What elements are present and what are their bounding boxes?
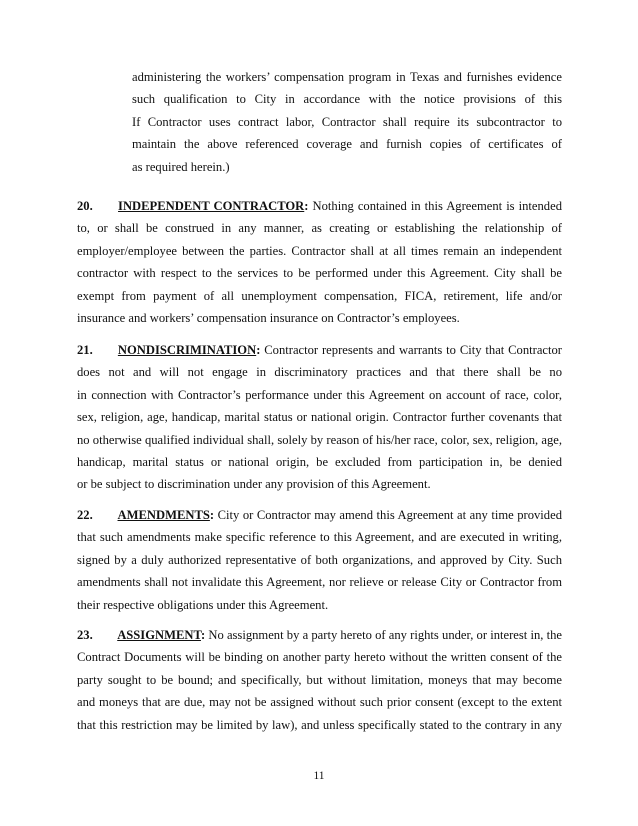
text-line: sex, religion, age, handicap, marital status or national origin. Contractor further covenants that [77, 410, 562, 425]
text-line: their respective obligations under this Agreement. [77, 597, 329, 612]
text-line: party sought to be bound; and specifically, but without limitation, moneys that may become [77, 672, 562, 687]
text-line: no otherwise qualified individual shall, solely by reason of his/her race, color, sex, religion, age, [77, 432, 562, 447]
section-number: 22. [77, 508, 93, 522]
section-first-line: 20. INDEPENDENT CONTRACTOR: Nothing contained in this Agreement is intended [77, 195, 562, 217]
text-line: employer/employee between the parties. Contractor shall at all times remain an independent [77, 243, 562, 258]
text-line: administering the workers’ compensation program in Texas and furnishes evidence [132, 70, 562, 84]
section-first-line: 23. ASSIGNMENT: No assignment by a party hereto of any rights under, or interest in, the [77, 624, 562, 646]
text-line: such qualification to City in accordance with the notice provisions of this [132, 92, 562, 107]
text-line: Contractor represents and warrants to City that Contractor [264, 343, 562, 357]
text-line: as required herein.) [132, 159, 230, 174]
section-number: 20. [77, 199, 93, 213]
text-line: to, or shall be construed in any manner, as creating or establishing the relationship of [77, 221, 562, 236]
section-23 [77, 624, 562, 736]
text-line: handicap, marital status or national origin, be excluded from participation in, be denied [77, 454, 562, 469]
section-heading: INDEPENDENT CONTRACTOR [118, 199, 305, 213]
section-21 [77, 339, 562, 496]
text-line: Nothing contained in this Agreement is intended [312, 199, 562, 213]
section-first-line: 22. AMENDMENTS: City or Contractor may amend this Agreement at any time provided [77, 504, 562, 526]
text-line: insurance and workers’ compensation insurance on Contractor’s employees. [77, 310, 460, 325]
text-line: that this restriction may be limited by law), and unless specifically stated to the contrary in any [77, 717, 562, 732]
text-line: or be subject to discrimination under any provision of this Agreement. [77, 477, 431, 492]
text-line: signed by a duly authorized representative of both organizations, and approved by City. Such [77, 552, 562, 567]
text-line: maintain the above referenced coverage and furnish copies of certificates of [132, 137, 562, 152]
text-line: City or Contractor may amend this Agreement at any time provided [217, 508, 562, 522]
text-line: amendments shall not invalidate this Agreement, nor relieve or release City or Contractor from [77, 575, 562, 590]
text-line: No assignment by a party hereto of any rights under, or interest in, the [208, 628, 562, 642]
text-line: that such amendments make specific reference to this Agreement, and are executed in writing, [77, 530, 562, 545]
text-line: in connection with Contractor’s performance under this Agreement on account of race, color, [77, 387, 562, 402]
text-line: and moneys that are due, may not be assigned without such prior consent (except to the extent [77, 695, 562, 710]
section-first-line: 21. NONDISCRIMINATION: Contractor represents and warrants to City that Contractor [77, 339, 562, 361]
page-number: 11 [313, 770, 325, 782]
section-heading: AMENDMENTS [117, 508, 210, 522]
text-line: contractor with respect to the services to be performed under this Agreement. City shall be [77, 266, 562, 281]
text-line: exempt from payment of all unemployment compensation, FICA, retirement, life and/or [77, 288, 562, 303]
section-number: 21. [77, 343, 93, 357]
text-line: does not and will not engage in discriminatory practices and that there shall be no [77, 365, 562, 380]
section-heading: NONDISCRIMINATION [117, 343, 257, 357]
section-20 [77, 195, 562, 329]
section-heading: ASSIGNMENT [117, 628, 201, 642]
text-line: Contract Documents will be binding on another party hereto without the written consent of the [77, 650, 562, 665]
intro-paragraph [132, 66, 562, 178]
text-line: If Contractor uses contract labor, Contractor shall require its subcontractor to [132, 114, 562, 129]
section-22 [77, 504, 562, 616]
section-number: 23. [77, 628, 93, 642]
